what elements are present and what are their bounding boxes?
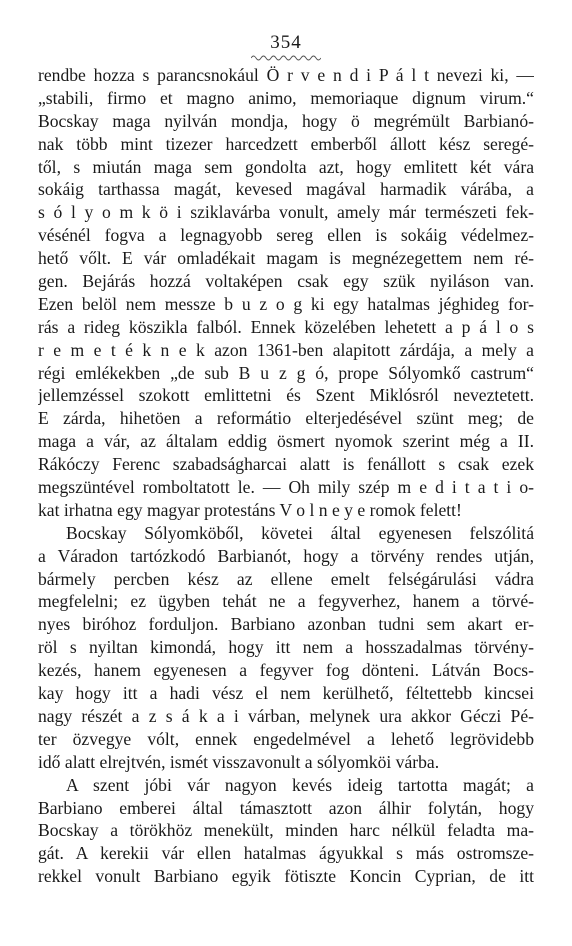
text-line: régi emlékekben „de sub B u z g ó, prope Sólyomkő castrum“ [38,362,534,383]
text-line: gen. Bejárás hozzá voltaképen csak egy szük nyiláson van. [38,271,534,292]
text-line: től, s miután maga sem gondolta azt, hogy emlitett két vára [38,156,534,177]
text-line: Ezen belöl nem messze b u z o g ki egy hatalmas jéghideg for- [38,293,534,314]
text-line: idő alatt elrejtvén, ismét visszavonult a sólyomköi várba. [38,751,440,772]
text-line: megszüntével romboltatott le. — Oh mily szép m e d i t a t i o- [38,477,534,498]
text-line: Bocskay a törökhöz menekült, minden harc nélkül feladta ma- [38,820,534,841]
page-number: 354 [270,32,302,53]
text-line: maga a vár, az általam eddig ösmert nyomok szerint még a II. [38,431,534,452]
text-line: ter özvegye vólt, ennek engedelmével a lehető legrövidebb [38,728,534,749]
text-line: rekkel vonult Barbiano egyik fötiszte Koncin Cyprian, de itt [38,866,534,887]
text-line: Barbiano emberei által támasztott azon álhir folytán, hogy [38,797,534,818]
text-line: rás a rideg köszikla falból. Ennek közelében lehetett a p á l o s [38,316,534,337]
text-line: bármely percben kész az ellene emelt felségárulási vádra [38,568,534,589]
text-line: nak több mint tizezer harcedzett emberből állott kész seregé- [38,133,534,154]
text-line: rendbe hozza s parancsnokául Ö r v e n d i P á l t nevezi ki, — [38,65,534,85]
text-line: s ó l y o m k ö i sziklavárba vonult, amely már természeti fek- [38,202,534,223]
text-line: Bocskay Sólyomköből, követei által egyenesen felszólitá [66,522,534,543]
text-line: vésénél fogva a legnagyobb sereg ellen is sokáig védelmez- [38,225,534,246]
text-line: „stabili, firmo et magno animo, memoriaque dignum virum.“ [38,87,534,108]
wavy-rule-ornament [251,54,321,62]
body-text [38,64,534,888]
text-line: nagy részét a z s á k a i várban, melynek ura akkor Géczi Pé- [38,705,534,726]
text-line: gát. A kerekii vár ellen hatalmas ágyukkal s más ostromsze- [38,843,534,864]
text-line: megfelelni; ez ügyben tehát ne a fegyverhez, hanem a törvé- [38,591,534,612]
text-line: kay hogy itt a hadi vész el nem kerülhető, féltettebb kincsei [38,683,534,704]
text-line: röl s nyiltan kimondá, hogy itt nem a hosszadalmas törvény- [38,637,534,658]
text-line: Bocskay maga nyilván mondja, hogy ö megrémült Barbianó- [38,110,534,131]
text-line: E zárda, hihetöen a reformátio elterjedésével szünt meg; de [38,408,534,429]
text-line: jellemzéssel szokott emlittetni és Szent Miklósról neveztetett. [38,385,534,406]
text-line: Rákóczy Ferenc szabadságharcai alatt is fenállott s csak ezek [38,454,534,475]
text-line: hető vőlt. E vár omladékait magam is megnézegettem nem ré- [38,248,534,269]
text-line: r e m e t é k n e k azon 1361-ben alapitott zárdája, a mely a [38,339,534,360]
text-line: A szent jóbi vár nagyon kevés ideig tartotta magát; a [66,774,534,795]
text-line: kat irhatna egy magyar protestáns V o l n e y e romok felett! [38,499,462,520]
text-line: nyes biróhoz forduljon. Barbiano azonban tudni sem akart er- [38,614,534,635]
text-line: sokáig tarthassa magát, kevesed magával harmadik várába, a [38,179,534,200]
text-line: kezés, hanem egyenesen a fegyver fog dönteni. Látván Bocs- [38,660,534,681]
text-line: a Váradon tartózkodó Barbianót, hogy a törvény rendes utján, [38,545,534,566]
